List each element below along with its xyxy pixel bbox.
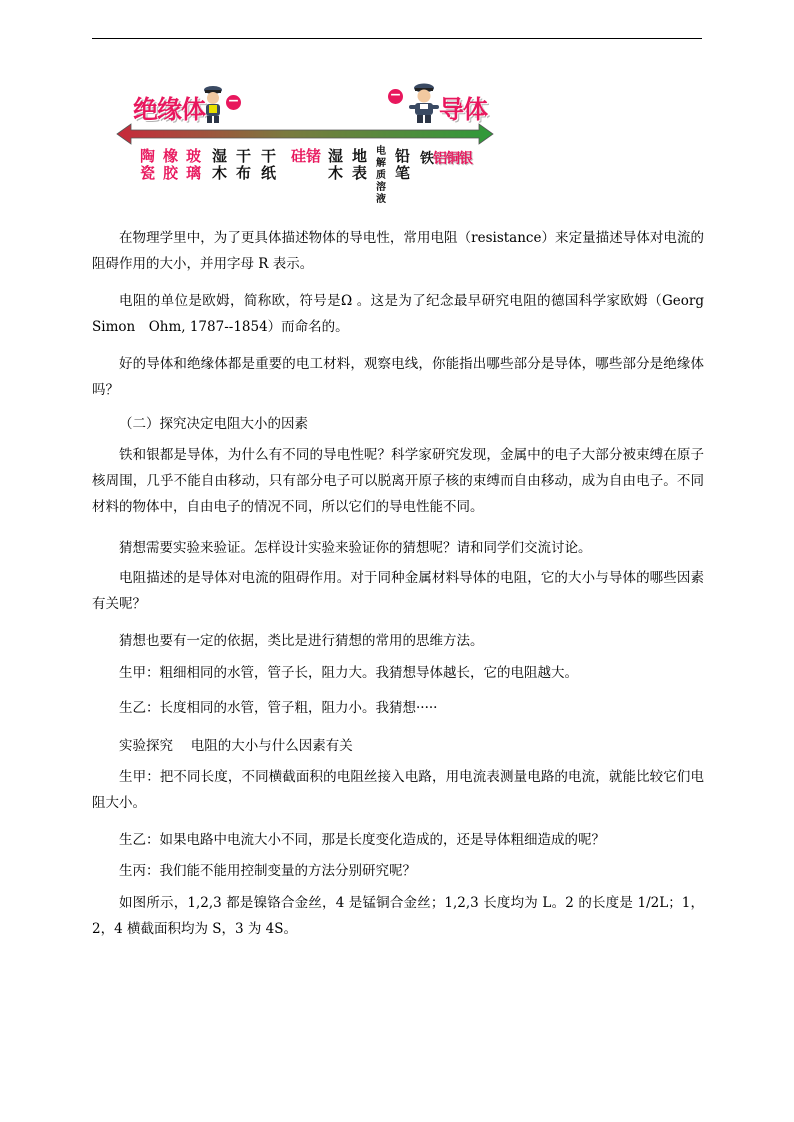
material-aluminum-copper-silver: 铝铜银 bbox=[433, 151, 472, 167]
paragraph-student-a-guess: 生甲：粗细相同的水管，管子长，阻力大。我猜想导体越长，它的电阻越大。 bbox=[119, 665, 578, 681]
minus-left-icon: − bbox=[227, 93, 240, 109]
material-iron: 铁 bbox=[420, 151, 433, 167]
insulator-title: 绝缘体 bbox=[133, 95, 206, 124]
conductivity-figure bbox=[115, 78, 515, 218]
officer-left-icon bbox=[201, 84, 225, 124]
header-rule bbox=[92, 38, 702, 39]
paragraph-factor-question: 电阻描述的是导体对电流的阻碍作用。对于同种金属材料导体的电阻，它的大小与导体的哪些因素有关呢？ bbox=[92, 570, 704, 612]
material-dry-paper: 干 纸 bbox=[260, 147, 276, 182]
paragraph-experiment-title: 实验探究 电阻的大小与什么因素有关 bbox=[119, 738, 353, 754]
material-wet-wood-2: 湿 木 bbox=[327, 147, 343, 182]
paragraph-student-a-method: 生甲：把不同长度，不同横截面积的电阻丝接入电路，用电流表测量电路的电流，就能比较它们电阻大小。 bbox=[92, 769, 704, 811]
paragraph-analogy: 猜想也要有一定的依据，类比是进行猜想的常用的思维方法。 bbox=[119, 633, 484, 649]
paragraph-student-b-question: 生乙：如果电路中电流大小不同，那是长度变化造成的，还是导体粗细造成的呢？ bbox=[119, 832, 605, 848]
material-ceramic: 陶 瓷 bbox=[139, 147, 155, 182]
paragraph-wire-question: 好的导体和绝缘体都是重要的电工材料，观察电线，你能指出哪些部分是导体，哪些部分是绝缘体吗？ bbox=[92, 356, 704, 398]
material-pencil: 铅 笔 bbox=[394, 147, 410, 182]
section-heading-factors: （二）探究决定电阻大小的因素 bbox=[119, 416, 308, 432]
paragraph-verify-guess: 猜想需要实验来验证。怎样设计实验来验证你的猜想呢？请和同学们交流讨论。 bbox=[119, 540, 592, 556]
material-electrolyte: 电 解 质 溶 液 bbox=[376, 146, 386, 205]
material-metals bbox=[420, 148, 472, 168]
double-arrow bbox=[115, 122, 495, 146]
conductor-title: 导体 bbox=[439, 95, 488, 124]
material-glass: 玻 璃 bbox=[185, 147, 201, 182]
minus-right-icon: − bbox=[389, 87, 402, 103]
material-silicon-germanium: 硅锗 bbox=[290, 147, 321, 165]
paragraph-free-electrons: 铁和银都是导体，为什么有不同的导电性呢？科学家研究发现，金属中的电子大部分被束缚在原子核周围，几乎不能自由移动，只有部分电子可以脱离开原子核的束缚而自由移动，成为自由电子。不同材料的物体中，自由电子的情况不同，所以它们的导电性能不同。 bbox=[92, 447, 704, 515]
material-rubber: 橡 胶 bbox=[162, 147, 178, 182]
paragraph-wire-setup: 如图所示，1,2,3 都是镍铬合金丝，4 是锰铜合金丝；1,2,3 长度均为 L。2 的长度是 1/2L；1，2，4 横截面积均为 S，3 为 4S。 bbox=[92, 895, 704, 937]
officer-right-icon bbox=[409, 82, 439, 124]
material-ground: 地 表 bbox=[351, 147, 367, 182]
paragraph-student-c-question: 生丙：我们能不能用控制变量的方法分别研究呢？ bbox=[119, 863, 416, 879]
paragraph-ohm-unit: 电阻的单位是欧姆，简称欧，符号是Ω 。这是为了纪念最早研究电阻的德国科学家欧姆（Georg Simon Ohm, 1787--1854）而命名的。 bbox=[92, 293, 704, 335]
material-wet-wood: 湿 木 bbox=[211, 147, 227, 182]
paragraph-student-b-guess: 生乙：长度相同的水管，管子粗，阻力小。我猜想····· bbox=[119, 700, 438, 716]
paragraph-resistance-definition: 在物理学里中，为了更具体描述物体的导电性，常用电阻（resistance）来定量描述导体对电流的阻碍作用的大小，并用字母 R 表示。 bbox=[92, 230, 704, 272]
material-dry-cloth: 干 布 bbox=[235, 147, 251, 182]
